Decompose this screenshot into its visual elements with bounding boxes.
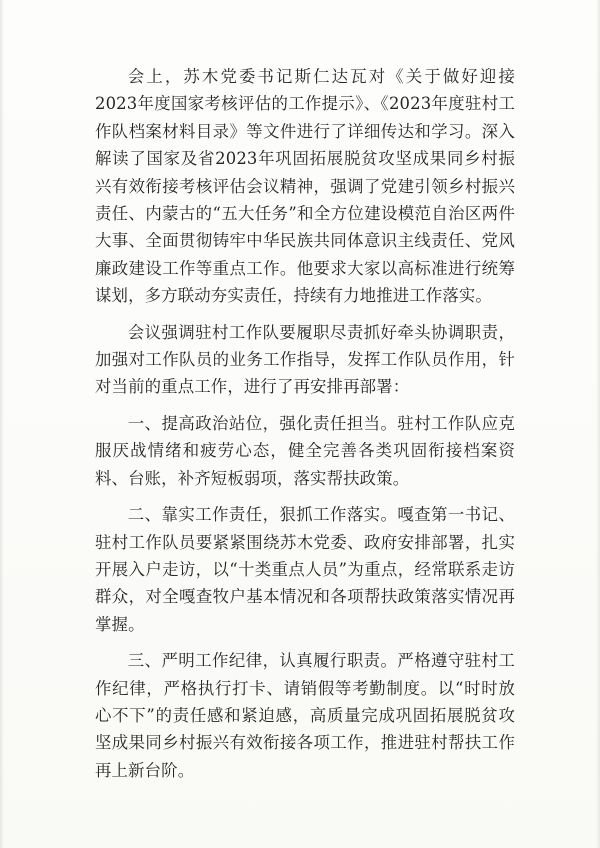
paragraph-meeting-summary: 会上，苏木党委书记斯仁达瓦对《关于做好迎接2023年度国家考核评估的工作提示》、《2023年度驻村工作队档案材料目录》等文件进行了详细传达和学习。深入解读了国家及省2023年巩固拓展脱贫攻坚成果同乡村振兴有效衔接考核评估会议精神，强调了党建引领乡村振兴责任、内蒙古的“五大任务”和全方位建设模范自治区两件大事、全面贯彻铸牢中华民族共同体意识主线责任、党风廉政建设工作等重点工作。他要求大家以高标准进行统筹谋划，多方联动夯实责任，持续有力地推进工作落实。 xyxy=(95,67,515,306)
paragraph-item-three: 三、严明工作纪律，认真履行职责。严格遵守驻村工作纪律，严格执行打卡、请销假等考勤制度。以“时时放心不下”的责任感和紧迫感，高质量完成巩固拓展脱贫攻坚成果同乡村振兴有效衔接各项工作，推进驻村帮扶工作再上新台阶。 xyxy=(95,651,515,780)
paragraph-item-two: 二、靠实工作责任，狠抓工作落实。嘎查第一书记、驻村工作队员要紧紧围绕苏木党委、政府安排部署，扎实开展入户走访，以“十类重点人员”为重点，经常联系走访群众，对全嘎查牧户基本情况和各项帮扶政策落实情况再掌握。 xyxy=(95,505,515,634)
paragraph-item-one: 一、提高政治站位，强化责任担当。驻村工作队应克服厌战情绪和疲劳心态，健全完善各类巩固衔接档案资料、台账，补齐短板弱项，落实帮扶政策。 xyxy=(95,413,515,488)
scan-edge-right xyxy=(596,0,600,848)
paragraph-meeting-emphasis: 会议强调驻村工作队要履职尽责抓好牵头协调职责，加强对工作队员的业务工作指导，发挥工作队员作用，针对当前的重点工作，进行了再安排再部署： xyxy=(95,322,515,397)
document-body xyxy=(95,63,515,784)
scan-edge-left xyxy=(0,0,4,848)
